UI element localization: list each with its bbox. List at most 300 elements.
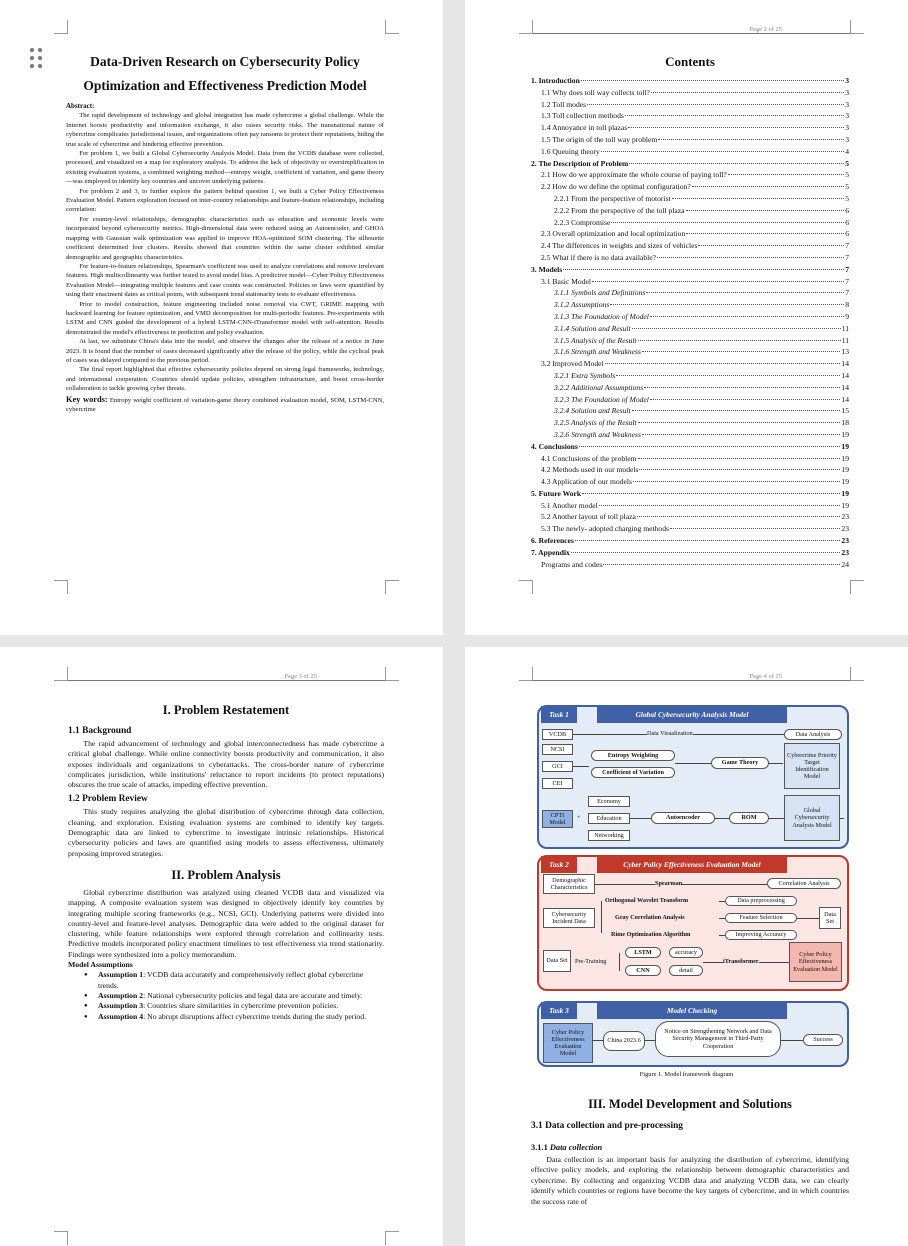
toc-page-number: 23 (841, 512, 849, 522)
task2-title: Cyber Policy Effectiveness Evaluation Model (597, 856, 787, 873)
task3-title: Model Checking (597, 1002, 787, 1019)
toc-entry-title: 4.1 Conclusions of the problem (541, 453, 637, 463)
task3-label: Task 3 (541, 1002, 577, 1019)
assumption-key: Assumption 1 (98, 970, 144, 980)
toc-entry[interactable] (531, 405, 849, 417)
toc-entry[interactable] (531, 252, 849, 264)
toc-entry[interactable] (531, 193, 849, 205)
heading-title: Data collection (549, 1143, 603, 1152)
toc-leader (642, 351, 840, 352)
toc-entry-title: 3.2.6 Strength and Weakness (554, 429, 641, 439)
section-heading: I. Problem Restatement (162, 703, 290, 717)
toc-entry[interactable] (531, 217, 849, 229)
toc-entry[interactable] (531, 287, 849, 299)
keywords (66, 395, 384, 415)
toc-entry-title: 3.1.3 The Foundation of Model (554, 311, 649, 321)
bracket-line (601, 901, 602, 933)
abstract-paragraph: For feature-to-feature relationships, Spearman's coefficient was used to analyze correlations and remove irrelevant features. High multicollinearity was further tested to avoid model bias. A predictive model—Cyber Policy Effectiveness Evaluation Model—integrating multiple features and case counts was constructed. Policies or laws were quantified by using their enactment dates as critical points, with subsequent trend stationarity tests to evaluate effectiveness. (66, 262, 384, 299)
toc-leader (686, 233, 844, 234)
toc-page-number: 6 (845, 229, 849, 239)
toc-entry[interactable] (531, 500, 849, 512)
toc-entry-title: 1.5 The origin of the toll way problem (541, 134, 658, 144)
toc-page-number: 18 (841, 418, 849, 428)
crop-mark (519, 667, 533, 681)
toc-entry[interactable] (531, 464, 849, 476)
demographic-box: Demographic Characteristics (543, 874, 595, 894)
toc-leader (638, 458, 841, 459)
arrow (797, 918, 819, 919)
toc-page-number: 11 (841, 323, 849, 333)
toc-page-number: 13 (841, 347, 849, 357)
toc-entry-title: 5.2 Another layout of toll plaza (541, 512, 636, 522)
toc-leader (571, 552, 841, 553)
assumption-key: Assumption 4 (98, 1011, 144, 1021)
toc-entry[interactable] (531, 240, 849, 252)
toc-entry-title: 3.1 Basic Model (541, 276, 591, 286)
toc-leader (642, 434, 840, 435)
cei-box: CEI (542, 778, 573, 789)
toc-page-number: 15 (841, 406, 849, 416)
toc-entry-title: 7. Appendix (531, 547, 570, 557)
toc-page-number: 14 (841, 370, 849, 380)
toc-leader (639, 469, 840, 470)
game-theory-box: Game Theory (711, 757, 769, 769)
toc-entry[interactable] (531, 264, 849, 276)
crop-mark (54, 580, 68, 594)
toc-entry[interactable] (531, 370, 849, 382)
owt-label: Orthogonal Wavelet Transform (605, 897, 689, 904)
toc-entry-title: 3.2.1 Extra Symbols (554, 370, 616, 380)
task1-panel (537, 705, 849, 849)
assumption-text: : VCDB data accurately and comprehensively reflect global cybercrime trends. (98, 970, 364, 990)
page-1 (0, 0, 443, 635)
feature-selection-box: Feature Selection (725, 913, 797, 923)
arrow (769, 763, 783, 764)
ncsi-box: NCSI (542, 744, 573, 755)
toc-entry-title: 1.4 Annoyance in toll plazas (541, 123, 628, 133)
toc-entry[interactable] (531, 394, 849, 406)
cpe-model-box: Cyber Policy Effectiveness Evaluation Model (789, 942, 842, 982)
toc-entry-title: 3.2 Improved Model (541, 359, 604, 369)
toc-page-number: 9 (845, 311, 849, 321)
toc-entry-title: 6. References (531, 536, 574, 546)
collection-text (531, 1155, 849, 1207)
toc-page-number: 19 (841, 441, 849, 451)
toc-page-number: 19 (841, 465, 849, 475)
review-text (68, 807, 384, 858)
table-of-contents (531, 75, 849, 570)
toc-page-number: 23 (841, 536, 849, 546)
toc-leader (651, 92, 844, 93)
toc-entry-title: Programs and codes (541, 559, 603, 569)
detail-box: detail (669, 965, 703, 976)
economy-box: Economy (588, 796, 630, 807)
toc-entry-title: 2.4 The differences in weights and sizes of vehicles (541, 241, 698, 251)
toc-entry[interactable] (531, 441, 849, 453)
toc-entry[interactable] (531, 523, 849, 535)
toc-page-number: 3 (845, 123, 849, 133)
arrow (645, 1040, 655, 1041)
toc-leader (632, 328, 841, 329)
header-rule (533, 680, 850, 681)
toc-leader (628, 127, 844, 128)
toc-entry-title: 4. Conclusions (531, 441, 578, 451)
toc-entry-title: 3.2.5 Analysis of the Result (554, 418, 637, 428)
abstract-paragraph: The final report highlighted that effective cybersecurity policies depend on strong legal frameworks, technology, and international cooperation. Countries should update policies, strengthen infrastructure, and boost cross-border collaboration to tackle growing cyber threats. (66, 366, 384, 393)
toc-page-number: 14 (841, 394, 849, 404)
assumption-item (68, 1012, 384, 1022)
abstract (66, 102, 384, 414)
toc-page-number: 3 (845, 76, 849, 85)
subsubsection-heading (531, 1143, 849, 1152)
abstract-paragraph: For problem 1, we built a Global Cybersecurity Analysis Model. Data from the VCDB database were collected, processed, and visualized on a map for exploratory analysis. To address the lack of objectivity or oversimplification in existing evaluation systems, a combined weighting method—entropy weight, coefficient of variation, and game theory—was employed to identify key countries and uncover underlying patterns. (66, 150, 384, 186)
contents-title: Contents (665, 54, 715, 69)
toc-entry[interactable] (531, 75, 849, 87)
toc-leader (686, 210, 845, 211)
toc-page-number: 7 (845, 241, 849, 251)
toc-entry-title: 5.3 The newly- adopted charging methods (541, 524, 669, 534)
task1-title: Global Cybersecurity Analysis Model (597, 706, 787, 723)
toc-page-number: 14 (841, 359, 849, 369)
toc-page-number: 3 (845, 134, 849, 144)
arrow (675, 763, 711, 764)
figure-caption: Figure 1. Model framework diagram (639, 1071, 734, 1078)
toc-page-number: 7 (845, 288, 849, 298)
data-set-box: Data Set (819, 907, 841, 929)
bracket-line (619, 953, 620, 971)
toc-page-number: 5 (845, 182, 849, 192)
incident-data-box: Cybersecurity Incident Data (543, 908, 595, 928)
toc-entry-title: 4.3 Application of our models (541, 477, 632, 487)
toc-entry[interactable] (531, 511, 849, 523)
header-rule (533, 33, 850, 34)
toc-entry[interactable] (531, 87, 849, 99)
toc-page-number: 23 (841, 547, 849, 557)
data-preprocessing-box: Data preprocessing (725, 896, 797, 906)
crop-mark (385, 667, 399, 681)
crop-mark (519, 580, 533, 594)
accuracy-box: accuracy (669, 947, 703, 958)
toc-entry-title: 2. The Description of Problem (531, 158, 629, 168)
toc-page-number: 3 (845, 111, 849, 121)
toc-page-number: 24 (841, 559, 849, 569)
page-4 (465, 647, 908, 1246)
toc-entry-title: 1.1 Why does toll way collects toll? (541, 87, 650, 97)
toc-entry-title: 4.2 Methods used in our models (541, 465, 639, 475)
crop-mark (54, 20, 68, 34)
toc-entry-title: 3.1.4 Solution and Result (554, 323, 631, 333)
drag-handle-icon[interactable] (30, 48, 44, 74)
heading-number: 3.1.1 (531, 1143, 550, 1152)
keywords-text: Entropy weight coefficient of variation-game theory combined evaluation model, SOM, LSTM-CNN, cybercrime (66, 396, 384, 413)
cnn-box: CNN (625, 965, 661, 976)
toc-entry-title: 3.2.2 Additional Assumptions (554, 382, 644, 392)
toc-entry[interactable] (531, 476, 849, 488)
toc-page-number: 8 (845, 300, 849, 310)
toc-page-number: 6 (845, 217, 849, 227)
toc-entry[interactable] (531, 323, 849, 335)
assumption-key: Assumption 2 (98, 990, 144, 1000)
toc-entry-title: 3.1.6 Strength and Weakness (554, 347, 641, 357)
paper-title-line-1: Data-Driven Research on Cybersecurity Policy (90, 54, 360, 69)
data-analysis-box: Data Analysis (784, 729, 842, 740)
cpti-box: CPTI Model (542, 810, 573, 828)
rom-box: ROM (729, 812, 769, 824)
crop-mark (850, 667, 864, 681)
toc-leader (672, 198, 845, 199)
crop-mark (54, 1231, 68, 1245)
keywords-label: Key words: (66, 394, 108, 404)
toc-leader (629, 163, 844, 164)
toc-entry-title: 3.1.5 Analysis of the Result (554, 335, 637, 345)
abstract-paragraph: For country-level relationships, demographic characteristics such as education and economic levels were incorporated beyond cybersecurity metrics. High-dimensional data were reduced using an Autoencoder, and GHOA mapping with Gaussian walk optimization was applied to improve HOA-optimized SOM clustering. The silhouette coefficient determined four clusters. Results showed that countries within the same cluster exhibited similar demographic and geographic characteristics. (66, 215, 384, 261)
subsection-heading: 3.1 Data collection and pre-processing (531, 1121, 683, 1131)
toc-entry[interactable] (531, 181, 849, 193)
assumption-text: : National cybersecurity policies and legal data are accurate and timely. (143, 990, 363, 1000)
toc-page-number: 7 (845, 252, 849, 262)
toc-leader (650, 316, 844, 317)
toc-entry-title: 2.1 How do we approximate the whole course of paying toll? (541, 170, 727, 180)
toc-page-number: 23 (841, 524, 849, 534)
toc-leader (658, 139, 844, 140)
task1-label: Task 1 (541, 706, 577, 723)
toc-page-number: 19 (841, 453, 849, 463)
toc-page-number: 6 (845, 205, 849, 215)
toc-entry-title: 2.2.1 From the perspective of motorist (554, 193, 671, 203)
abstract-paragraph: At last, we substitute China's data into the model, and observe the changes after the release of a notice in June 2023. It is found that the number of cases decreased significantly after the release of the policy, while the cyclical peak of cases was delayed compared to the previous period. (66, 338, 384, 364)
toc-entry[interactable] (531, 311, 849, 323)
toc-leader (563, 269, 844, 270)
crop-mark (850, 20, 864, 34)
toc-leader (692, 186, 844, 187)
toc-leader (638, 422, 841, 423)
crop-mark (385, 580, 399, 594)
toc-entry-title: 3. Models (531, 264, 563, 274)
toc-leader (599, 505, 841, 506)
toc-entry[interactable] (531, 488, 849, 500)
subsection-heading: 1.1 Background (68, 726, 132, 736)
toc-entry[interactable] (531, 134, 849, 146)
toc-entry[interactable] (531, 417, 849, 429)
data-vis-label: Data Visualization (647, 730, 693, 737)
toc-entry[interactable] (531, 358, 849, 370)
assumption-text: : No abrupt disruptions affect cybercrime trends during the study period. (143, 1011, 367, 1021)
assumption-item (68, 970, 384, 991)
toc-leader (587, 104, 844, 105)
toc-leader (605, 363, 841, 364)
cov-box: Coefficient of Variation (591, 767, 675, 778)
toc-leader (582, 493, 840, 494)
crop-mark (519, 20, 533, 34)
toc-entry-title: 1.2 Toll modes (541, 99, 587, 109)
section-heading: II. Problem Analysis (171, 867, 281, 882)
toc-entry-title: 2.2 How do we define the optimal configuration? (541, 182, 691, 192)
toc-leader (579, 446, 841, 447)
gca-model-box: Global Cybersecurity Analysis Model (784, 795, 840, 841)
toc-entry-title: 5.1 Another model (541, 500, 598, 510)
paragraph: The rapid advancement of technology and global interconnectedness has made cybercrime a critical global challenge. While online connectivity boosts productivity and communication, it also exposes individuals and organizations to cyberattacks. The cross-border nature of cybercrime complicates jurisdiction, while institutions' reluctance to report incidents (to protect reputations) obscures the true scale of attacks, impeding effective prevention. (68, 739, 384, 790)
page-3 (0, 647, 443, 1246)
paragraph: Global cybercrime distribution was analyzed using cleaned VCDB data and visualized via mapping. A composite evaluation system was designed to objectively identify key countries by integrating multiple scoring frameworks (e.g., NCSI, GCI). Underlying patterns were divided into country-level and feature-level analyses. Demographic data were added to the original dataset for clustering, while feature relationships were explored through correlation and collinearity tests. Predictive models incorporated policy enactment timelines to test effectiveness via trend stationarity. Findings were synthesized into a policy memorandum. (68, 887, 384, 959)
toc-leader (611, 222, 844, 223)
corr-analysis-box: Correlation Analysis (767, 878, 841, 889)
toc-leader (728, 174, 844, 175)
success-box: Success (803, 1034, 843, 1046)
abstract-paragraph: Prior to model construction, feature engineering included noise removal via CWT, GRIME mapping with backward learning for feature optimization, and VMD decomposition for multi-periodic features. Pre-experiments with LSTM and CNN guided the development of a hybrid LSTM-CNN-iTransformer model with self-attention. Results demonstrated the model's effectiveness in prediction and policy evaluation. (66, 300, 384, 336)
toc-page-number: 5 (845, 158, 849, 168)
toc-entry[interactable] (531, 169, 849, 181)
toc-leader (592, 281, 844, 282)
cpe-model-box-2: Cyber Policy Effectiveness Evaluation Model (543, 1023, 593, 1063)
toc-entry-title: 3.2.3 The Foundation of Model (554, 394, 649, 404)
toc-page-number: 11 (841, 335, 849, 345)
autoencoder-box: Autoencoder (651, 812, 715, 824)
toc-entry[interactable] (531, 122, 849, 134)
toc-leader (610, 304, 844, 305)
toc-page-number: 19 (841, 477, 849, 487)
toc-entry[interactable] (531, 559, 849, 571)
toc-leader (698, 245, 844, 246)
subsection-heading: 1.2 Problem Review (68, 794, 148, 805)
task2-label: Task 2 (541, 856, 577, 873)
task3-panel (537, 1001, 849, 1067)
gca-label: Gray Correlation Analysis (615, 914, 685, 921)
plus-sign: + (577, 814, 581, 821)
crop-mark (54, 667, 68, 681)
toc-leader (644, 387, 840, 388)
page-number: Page 2 of 25 (749, 26, 782, 33)
toc-leader (646, 292, 844, 293)
toc-entry-title: 2.2.3 Compromise (554, 217, 611, 227)
crop-mark (850, 580, 864, 594)
toc-leader (650, 399, 840, 400)
crop-mark (385, 1231, 399, 1245)
toc-entry[interactable] (531, 205, 849, 217)
toc-leader (657, 257, 844, 258)
improving-accuracy-box: Improving Accuracy (725, 930, 797, 940)
arrow (593, 1040, 603, 1041)
toc-leader (603, 564, 840, 565)
crop-mark (385, 20, 399, 34)
assumption-text: : Countries share similarities in cybercrime prevention policies. (143, 1001, 339, 1011)
background-text (68, 739, 384, 790)
toc-entry[interactable] (531, 158, 849, 170)
toc-page-number: 14 (841, 382, 849, 392)
toc-leader (575, 540, 841, 541)
toc-leader (633, 481, 841, 482)
toc-leader (638, 340, 841, 341)
toc-entry-title: 2.3 Overall optimization and local optimization (541, 229, 686, 239)
toc-entry-title: 3.2.4 Solution and Result (554, 406, 631, 416)
arrow (573, 766, 589, 767)
roa-label: Rime Optimization Algorithm (611, 931, 691, 938)
toc-entry-title: 3.1.1 Symbols and Definitions (554, 288, 646, 298)
gci-box: GCI (542, 761, 573, 772)
toc-entry[interactable] (531, 453, 849, 465)
toc-entry[interactable] (531, 547, 849, 559)
toc-page-number: 5 (845, 170, 849, 180)
assumption-item (68, 991, 384, 1001)
abstract-paragraph: For problem 2 and 3, to further explore the pattern behind question 1, we built a Cyber Policy Effectiveness Evaluation Model. Pattern exploration focused on inter-country relationships and feature-feature relationships, including correlation: (66, 187, 384, 214)
section-heading: III. Model Development and Solutions (588, 1097, 792, 1111)
toc-leader (625, 115, 844, 116)
toc-page-number: 19 (841, 488, 849, 498)
toc-leader (637, 516, 841, 517)
toc-entry-title: 2.5 What if there is no data available? (541, 252, 656, 262)
paragraph: Data collection is an important basis for analyzing the distribution of cybercrime, identifying effective policy models, and exploring the relationship between demographic characteristics and cybercrime. By collecting and organizing VCDB data and analyzing VCDB data, we can clearly identify which countries or regions have become the key targets of cybercrime, and in which countries the success rate of (531, 1155, 849, 1206)
task2-panel (537, 855, 849, 991)
toc-page-number: 3 (845, 87, 849, 97)
paper-title-line-2: Optimization and Effectiveness Prediction Model (83, 78, 367, 93)
header-rule (68, 680, 385, 681)
toc-entry[interactable] (531, 276, 849, 288)
toc-leader (632, 410, 841, 411)
page-number: Page 4 of 25 (749, 673, 782, 680)
toc-page-number: 7 (845, 276, 849, 286)
toc-entry[interactable] (531, 99, 849, 111)
paragraph: This study requires analyzing the global distribution of cybercrime through data collection, cleaning, and exploration. Existing evaluation systems are combined to identify key targets. Demographic data are linked to cybercrime to investigate intrinsic relationships. Historical cybersecurity policies and laws are quantified using models to assess effectiveness, ultimately proposing improved strategies. (68, 807, 384, 858)
toc-entry[interactable] (531, 382, 849, 394)
toc-entry-title: 5. Future Work (531, 488, 582, 498)
assumptions-title: Model Assumptions (68, 960, 133, 970)
toc-page-number: 7 (845, 264, 849, 274)
toc-entry[interactable] (531, 146, 849, 158)
pre-training-label: Pre-Training (575, 958, 607, 965)
priority-model-box: Cybercrime Priority Target Identification Model (784, 743, 840, 789)
abstract-label: Abstract: (66, 102, 95, 110)
toc-entry-title: 1.3 Toll collection methods (541, 111, 624, 121)
networking-box: Networking (588, 830, 630, 841)
assumptions-list (68, 970, 384, 1021)
abstract-paragraph: The rapid development of technology and global integration has made cybercrime a global challenge. While the Internet boosts productivity and information exchange, it also raises security risks. The transnational nature of cybercrime complicates jurisdictional issues, and organizations often pay ransoms to protect their reputations, hiding the true scale of cybercrime and hindering effective prevention. (66, 112, 384, 148)
assumption-key: Assumption 3 (98, 1001, 144, 1011)
vcdb-box: VCDB (542, 729, 573, 740)
itransformer-label: iTransformer (723, 958, 759, 965)
toc-page-number: 19 (841, 500, 849, 510)
toc-entry[interactable] (531, 335, 849, 347)
toc-entry[interactable] (531, 299, 849, 311)
spearman-label: Spearman (655, 880, 683, 887)
toc-entry[interactable] (531, 110, 849, 122)
lstm-box: LSTM (625, 947, 661, 958)
page-2 (465, 0, 908, 635)
toc-entry[interactable] (531, 346, 849, 358)
toc-entry[interactable] (531, 228, 849, 240)
arrow (781, 1040, 803, 1041)
toc-page-number: 5 (845, 193, 849, 203)
toc-leader (670, 528, 840, 529)
toc-entry[interactable] (531, 535, 849, 547)
page-number: Page 3 of 25 (284, 673, 317, 680)
toc-entry-title: 1.6 Queuing theory (541, 146, 600, 156)
toc-leader (601, 151, 844, 152)
toc-entry-title: 3.1.2 Assumptions (554, 300, 610, 310)
china-box: China 2023.6 (603, 1031, 645, 1051)
toc-page-number: 19 (841, 429, 849, 439)
notice-box: Notice on Strengthening Network and Data Security Management in Third-Party Cooperation (655, 1021, 781, 1057)
data-set-box-2: Data Set (543, 950, 571, 972)
toc-leader (581, 80, 844, 81)
education-box: Education (588, 813, 630, 824)
toc-entry-title: 2.2.2 From the perspective of the toll plaza (554, 205, 685, 215)
analysis-text (68, 888, 384, 960)
toc-leader (616, 375, 840, 376)
assumption-item (68, 1001, 384, 1011)
toc-entry[interactable] (531, 429, 849, 441)
entropy-box: Entropy Weighting (591, 750, 675, 761)
toc-entry-title: 1. Introduction (531, 76, 580, 85)
toc-page-number: 4 (845, 146, 849, 156)
